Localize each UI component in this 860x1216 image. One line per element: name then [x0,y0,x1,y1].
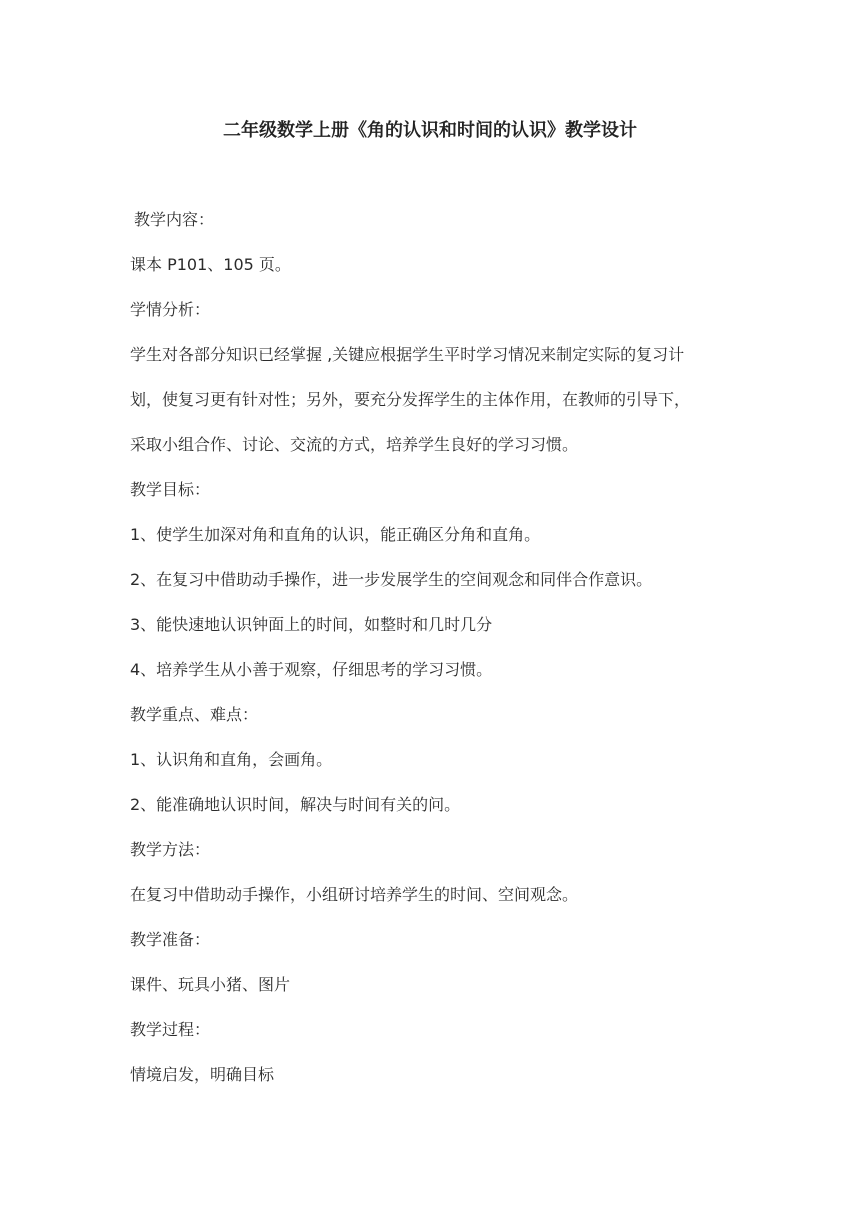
paragraph-line: 在复习中借助动手操作，小组研讨培养学生的时间、空间观念。 [130,885,579,904]
list-item: 1、使学生加深对角和直角的认识，能正确区分角和直角。 [130,525,541,544]
list-item: 3、能快速地认识钟面上的时间，如整时和几时几分 [130,615,493,634]
list-item: 4、培养学生从小善于观察，仔细思考的学习习惯。 [130,660,493,679]
list-item: 2、能准确地认识时间，解决与时间有关的问。 [130,795,461,814]
section-heading-methods: 教学方法： [130,840,211,859]
document-title: 二年级数学上册《角的认识和时间的认识》教学设计 [223,120,637,141]
section-heading-process: 教学过程： [130,1020,211,1039]
section-heading-content: 教学内容： [134,210,215,229]
paragraph-line: 采取小组合作、讨论、交流的方式，培养学生良好的学习习惯。 [130,435,579,454]
list-item: 1、认识角和直角，会画角。 [130,750,333,769]
section-heading-keypoints: 教学重点、难点： [130,705,259,724]
section-heading-preparation: 教学准备： [130,930,211,949]
list-item: 2、在复习中借助动手操作，进一步发展学生的空间观念和同伴合作意识。 [130,570,653,589]
section-heading-goals: 教学目标： [130,480,211,499]
paragraph-line: 学生对各部分知识已经掌握 ,关键应根据学生平时学习情况来制定实际的复习计 [130,345,685,364]
paragraph-line: 课件、玩具小猪、图片 [130,975,291,994]
paragraph-line: 情境启发，明确目标 [130,1065,275,1084]
section-heading-analysis: 学情分析： [130,300,211,319]
paragraph-line: 划，使复习更有针对性；另外，要充分发挥学生的主体作用，在教师的引导下， [130,390,691,409]
paragraph-line: 课本 P101、105 页。 [130,255,291,274]
